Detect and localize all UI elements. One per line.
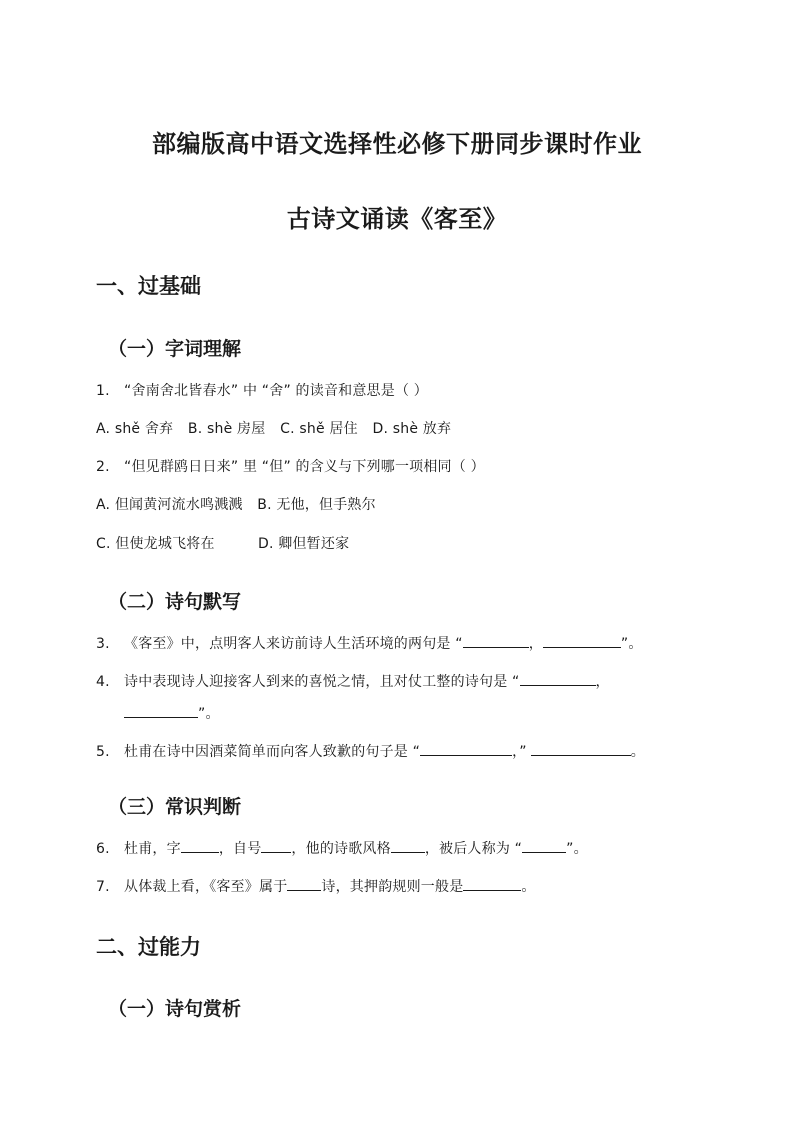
option-a[interactable]: A. 但闻黄河流水鸣溅溅: [96, 497, 243, 513]
answer-blank[interactable]: [181, 838, 219, 853]
separator: ，: [528, 636, 543, 652]
question-number: 3.: [96, 636, 110, 652]
option-d[interactable]: D. shè 放弃: [372, 421, 452, 437]
answer-blank[interactable]: [391, 838, 425, 853]
question-text: 杜甫在诗中因酒菜简单而向客人致歉的句子是 “: [124, 744, 421, 760]
answer-blank[interactable]: [543, 633, 621, 648]
option-c[interactable]: C. shě 居住: [280, 421, 358, 437]
question-4-continued: [124, 703, 220, 723]
subsection-heading-common-knowledge: （三）常识判断: [108, 796, 242, 818]
question-number: 7.: [96, 879, 110, 895]
option-b[interactable]: B. 无他，但手熟尔: [257, 497, 376, 513]
question-number: 5.: [96, 744, 110, 760]
question-text: ，自号: [218, 841, 262, 857]
option-c[interactable]: C. 但使龙城飞将在: [96, 536, 215, 552]
answer-blank[interactable]: [522, 838, 566, 853]
closing-text: ”。: [620, 636, 643, 652]
document-subtitle: 古诗文诵读《客至》: [286, 205, 508, 233]
question-text: 诗中表现诗人迎接客人到来的喜悦之情，且对仗工整的诗句是 “: [124, 674, 520, 690]
question-3: [96, 633, 643, 653]
option-a[interactable]: A. shě 舍弃: [96, 421, 174, 437]
closing-text: 。: [630, 744, 645, 760]
separator: ，: [595, 674, 610, 690]
answer-blank[interactable]: [463, 633, 529, 648]
answer-blank[interactable]: [420, 741, 512, 756]
question-1: [96, 380, 428, 400]
answer-blank[interactable]: [261, 838, 291, 853]
separator: ，”: [512, 744, 527, 760]
question-text: 杜甫，字: [124, 841, 181, 857]
option-b[interactable]: B. shè 房屋: [187, 421, 266, 437]
question-5: [96, 741, 645, 761]
question-6: [96, 838, 588, 858]
question-number: 6.: [96, 841, 110, 857]
question-text: 诗，其押韵规则一般是: [321, 879, 464, 895]
question-2-options-row2: [96, 533, 349, 553]
option-d[interactable]: D. 卿但暂还家: [258, 536, 350, 552]
answer-blank[interactable]: [463, 876, 521, 891]
question-text: 《客至》中，点明客人来访前诗人生活环境的两句是 “: [124, 636, 463, 652]
question-1-options: [96, 418, 461, 438]
question-2: [96, 456, 485, 476]
section-heading-ability: 二、过能力: [96, 935, 201, 959]
answer-blank[interactable]: [124, 703, 198, 718]
section-heading-basics: 一、过基础: [96, 274, 201, 298]
closing-text: ”。: [198, 706, 220, 722]
answer-blank[interactable]: [520, 671, 596, 686]
question-number: 1.: [96, 383, 110, 399]
question-7: [96, 876, 536, 896]
subsection-heading-recitation: （二）诗句默写: [108, 591, 242, 613]
closing-text: ”。: [566, 841, 588, 857]
question-text: “舍南舍北皆春水” 中 “舍” 的读音和意思是（ ）: [124, 383, 429, 399]
question-4: [96, 671, 610, 691]
question-text: 从体裁上看，《客至》属于: [124, 879, 288, 895]
answer-blank[interactable]: [287, 876, 321, 891]
subsection-heading-vocabulary: （一）字词理解: [108, 338, 242, 360]
subsection-heading-appreciation: （一）诗句赏析: [108, 998, 242, 1020]
closing-text: 。: [521, 879, 536, 895]
document-title: 部编版高中语文选择性必修下册同步课时作业: [152, 130, 642, 158]
answer-blank[interactable]: [531, 741, 631, 756]
question-text: ，被后人称为 “: [424, 841, 523, 857]
question-text: ，他的诗歌风格: [291, 841, 391, 857]
question-number: 2.: [96, 459, 110, 475]
question-2-options-row1: [96, 494, 386, 514]
question-text: “但见群鸥日日来” 里 “但” 的含义与下列哪一项相同（ ）: [124, 459, 485, 475]
question-number: 4.: [96, 674, 110, 690]
